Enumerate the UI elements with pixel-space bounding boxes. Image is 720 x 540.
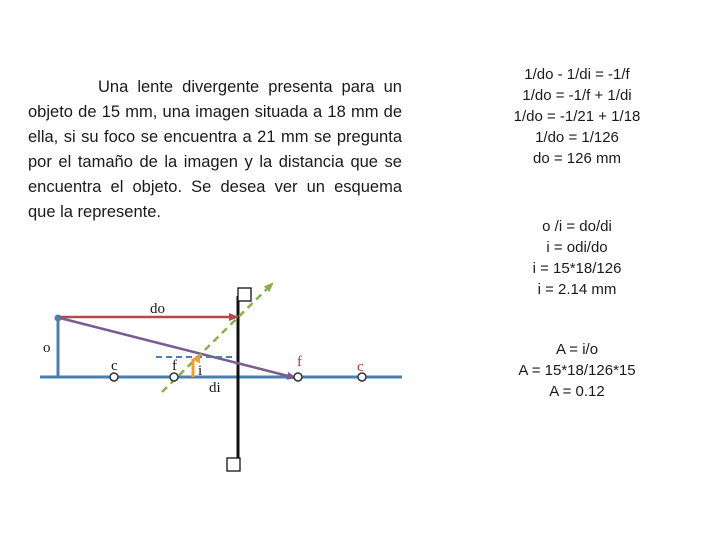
label-center-right: c (357, 359, 364, 375)
focal-point-right (294, 373, 302, 381)
equation-line: A = i/o (555, 341, 599, 358)
equation-line: i = odi/do (546, 239, 608, 256)
center-point-left (110, 373, 118, 381)
label-do: do (150, 301, 165, 317)
label-center-left: c (111, 358, 118, 374)
equation-line: 1/do = -1/21 + 1/18 (513, 108, 641, 125)
label-focus-right: f (297, 354, 302, 370)
lens-bottom-marker (227, 458, 240, 471)
label-di: di (209, 380, 221, 396)
label-object: o (43, 340, 51, 356)
equation-line: A = 0.12 (549, 383, 605, 400)
label-image: i (198, 363, 203, 379)
equation-line: i = 15*18/126 (532, 260, 622, 277)
equation-line: 1/do = 1/126 (535, 129, 619, 146)
lens-top-marker (238, 288, 251, 301)
label-focus-left: f (172, 358, 177, 374)
equation-line: o /i = do/di (542, 218, 612, 235)
equation-line: A = 15*18/126*15 (518, 362, 636, 379)
focal-point-left (170, 373, 178, 381)
equation-line: i = 2.14 mm (537, 281, 617, 298)
equation-line: do = 126 mm (533, 150, 621, 167)
equation-line: 1/do - 1/di = -1/f (524, 66, 630, 83)
equation-line: 1/do = -1/f + 1/di (522, 87, 632, 104)
central-ray (60, 318, 296, 378)
problem-statement: Una lente divergente presenta para un objeto de 15 mm, una imagen situada a 18 mm de ella, si su foco se encuentra a 21 mm se pregunta por el tamaño de la imagen y la distancia que se encuentra el objeto. Se desea ver un esquema que la represente. (28, 78, 402, 221)
